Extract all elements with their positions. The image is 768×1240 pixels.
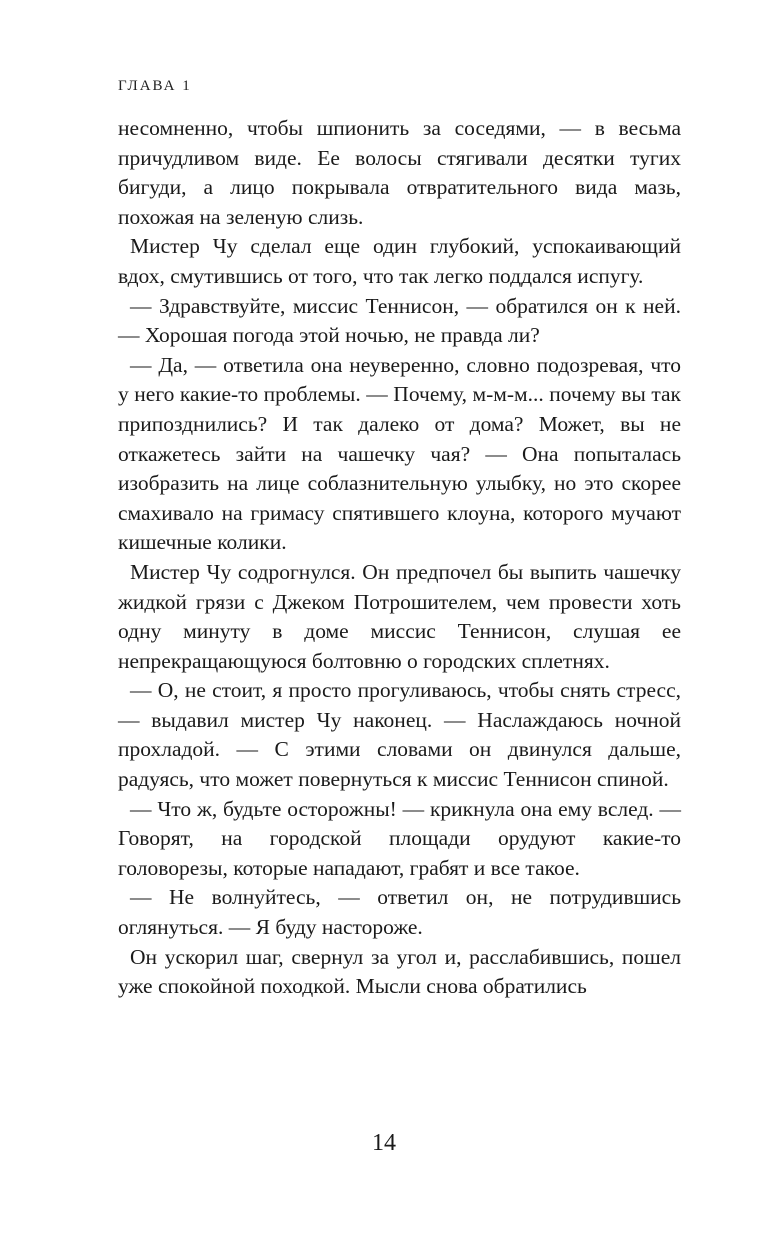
paragraph: — Не волнуйтесь, — ответил он, не потрудившись оглянуться. — Я буду настороже. [118,885,681,940]
running-head: ГЛАВА 1 [118,78,192,94]
paragraph: — Что ж, будьте осторожны! — крикнула она ему вслед. — Говорят, на городской площади орудуют какие-то головорезы, которые нападают, грабят и все такое. [118,796,681,880]
body-text [118,114,681,1002]
paragraph: — О, не стоит, я просто прогуливаюсь, чтобы снять стресс, — выдавил мистер Чу наконец. — Наслаждаюсь ночной прохладой. — С этими словами он двинулся дальше, радуясь, что может повернуться к миссис Теннисон спиной. [118,678,681,792]
paragraph: — Да, — ответила она неуверенно, словно подозревая, что у него какие-то проблемы. — Почему, м-м-м... почему вы так припозднились? И так далеко от дома? Может, вы не откажетесь зайти на чашечку чая? — Она попыталась изобразить на лице соблазнительную улыбку, но это скорее смахивало на гримасу спятившего клоуна, которого мучают кишечные колики. [118,352,681,555]
paragraph: Он ускорил шаг, свернул за угол и, расслабившись, пошел уже спокойной походкой. Мысли снова обратились [118,944,681,999]
paragraph: несомненно, чтобы шпионить за соседями, — в весьма причудливом виде. Ее волосы стягивали десятки тугих бигуди, а лицо покрывала отвратительного вида мазь, похожая на зеленую слизь. [118,116,681,229]
paragraph: Мистер Чу сделал еще один глубокий, успокаивающий вдох, смутившись от того, что так легко поддался испугу. [118,234,681,288]
paragraph: — Здравствуйте, миссис Теннисон, — обратился он к ней. — Хорошая погода этой ночью, не правда ли? [118,293,681,348]
paragraph: Мистер Чу содрогнулся. Он предпочел бы выпить чашечку жидкой грязи с Джеком Потрошителем, чем провести хоть одну минуту в доме миссис Теннисон, слушая ее непрекращающуюся болтовню о городских сплетнях. [118,559,681,673]
page-number: 14 [372,1130,396,1156]
